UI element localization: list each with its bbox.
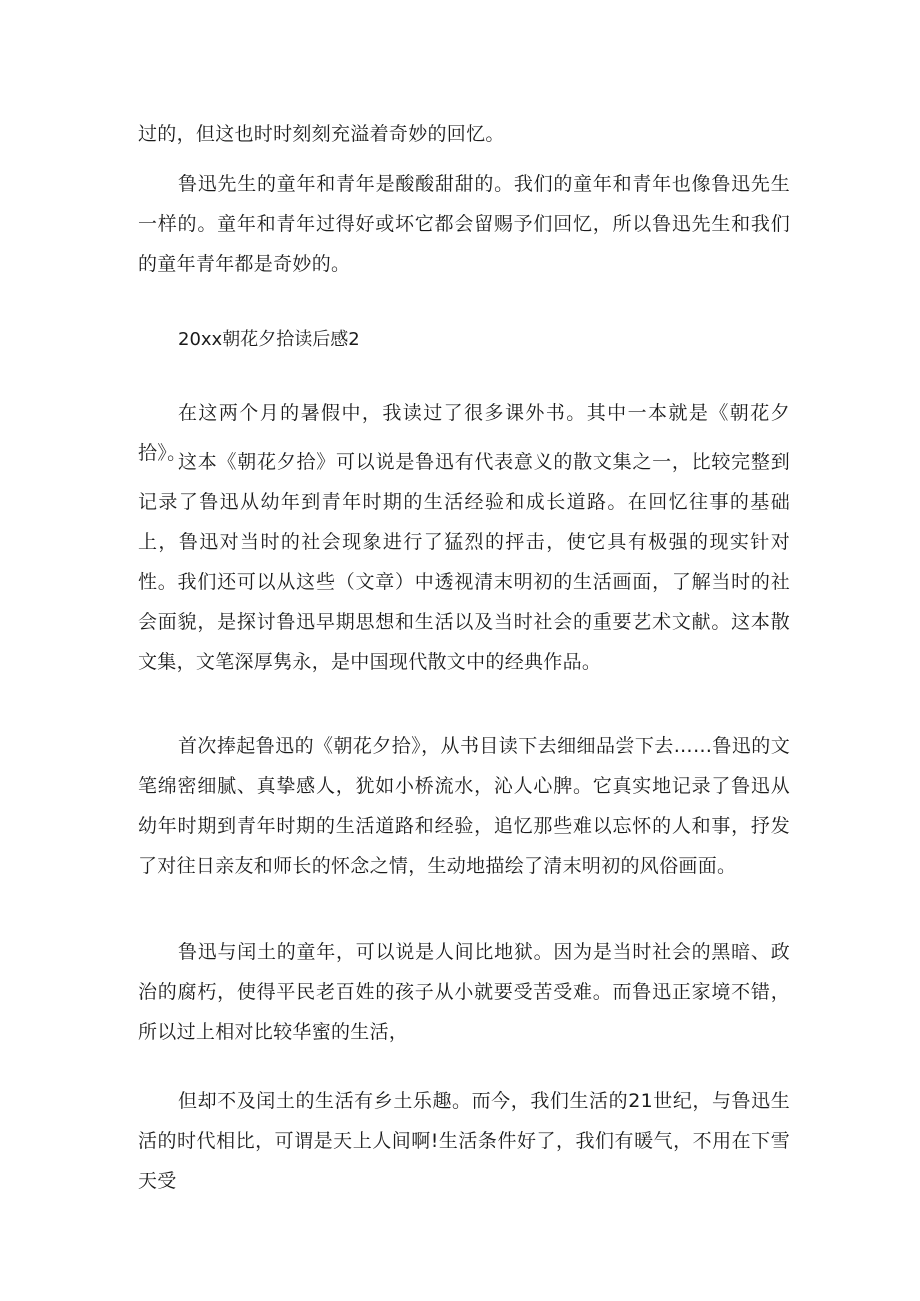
paragraph-summer-reading: 在这两个月的暑假中，我读过了很多课外书。其中一本就是《朝花夕拾》。 (138, 402, 790, 464)
paragraph-first-reading: 首次捧起鲁迅的《朝花夕拾》，从书目读下去细细品尝下去……鲁迅的文笔绵密细腻、真挚感人，犹如小桥流水，沁人心脾。它真实地记录了鲁迅从幼年时期到青年时期的生活道路和经验，追忆那些难以忘怀的人和事，抒发了对往日亲友和师长的怀念之情，生动地描绘了清末明初的风俗画面。 (138, 735, 790, 877)
section-heading: 20xx朝花夕拾读后感2 (178, 329, 360, 350)
paragraph-modern-life: 但却不及闰土的生活有乡土乐趣。而今，我们生活的21世纪，与鲁迅生活的时代相比，可谓是天上人间啊!生活条件好了，我们有暖气，不用在下雪天受 (138, 1090, 790, 1192)
paragraph-runtu-childhood: 鲁迅与闰土的童年，可以说是人间比地狱。因为是当时社会的黑暗、政治的腐朽，使得平民老百姓的孩子从小就要受苦受难。而鲁迅正家境不错，所以过上相对比较华蜜的生活， (138, 941, 790, 1043)
paragraph-book-intro: 这本《朝花夕拾》可以说是鲁迅有代表意义的散文集之一，比较完整到记录了鲁迅从幼年到青年时期的生活经验和成长道路。在回忆往事的基础上，鲁迅对当时的社会现象进行了猛烈的抨击，使它具有极强的现实针对性。我们还可以从这些（文章）中透视清末明初的生活画面，了解当时的社会面貌，是探讨鲁迅早期思想和生活以及当时社会的重要艺术文献。这本散文集，文笔深厚隽永，是中国现代散文中的经典作品。 (138, 451, 790, 673)
paragraph-continuation: 过的，但这也时时刻刻充溢着奇妙的回忆。 (138, 123, 505, 145)
paragraph-childhood: 鲁迅先生的童年和青年是酸酸甜甜的。我们的童年和青年也像鲁迅先生一样的。童年和青年过得好或坏它都会留赐予们回忆，所以鲁迅先生和我们的童年青年都是奇妙的。 (138, 173, 790, 275)
